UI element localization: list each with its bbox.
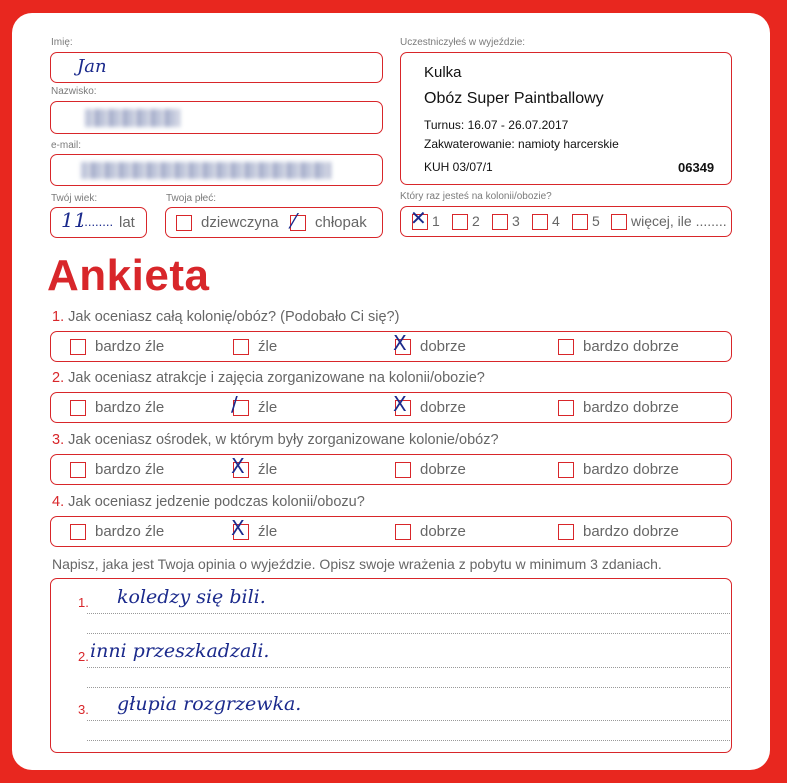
gender-label: Twoja płeć: [166,193,217,204]
answer-line [87,740,730,741]
q1-option-good[interactable]: X dobrze [393,331,466,356]
q2-option-bad[interactable]: / źle [231,392,278,417]
name-field[interactable] [50,52,383,83]
q2-option-good[interactable]: X dobrze [393,392,466,417]
x-mark: X [393,331,407,356]
age-unit: lat [119,214,135,231]
q4-option-very-good[interactable]: bardzo dobrze [558,523,679,540]
age-label: Twój wiek: [51,193,98,204]
gender-field [165,207,383,238]
redacted-email [81,162,331,179]
answer-1-text: koledzy się bili. [117,586,266,608]
answer-line [87,613,730,614]
camp-code: KUH 03/07/1 [424,160,493,174]
checkbox-girl[interactable] [176,215,192,231]
q3-option-bad[interactable]: X źle [231,454,278,479]
q2-option-very-bad[interactable]: bardzo źle [70,399,164,416]
age-field[interactable] [50,207,147,238]
rating-row-1 [50,331,732,362]
age-value: 11 [61,208,87,232]
slash-mark: / [231,392,238,417]
times-field [400,206,732,237]
name-value: Jan [77,56,107,77]
question-3: 3. Jak oceniasz ośrodek, w którym były zorganizowane kolonie/obóz? [52,432,499,448]
camp-turnus: Turnus: 16.07 - 26.07.2017 [424,118,569,132]
answer-3-number: 3. [78,702,89,717]
times-option-4[interactable]: 4 [532,213,560,230]
answer-1-number: 1. [78,595,89,610]
checkbox-boy[interactable] [290,209,306,234]
email-field[interactable] [50,154,383,186]
answer-3-text: głupia rozgrzewka. [117,693,302,715]
rating-row-2 [50,392,732,423]
times-label: Który raz jesteś na kolonii/obozie? [400,191,552,202]
answer-line [87,687,730,688]
gender-option-girl[interactable]: dziewczyna [176,214,279,231]
gender-option-boy[interactable]: ⁄ chłopak [292,209,367,234]
age-dots: .......... [77,214,114,229]
camp-name: Obóz Super Paintballowy [424,90,604,107]
q1-option-bad[interactable]: źle [233,338,277,355]
survey-sheet [12,13,770,770]
q3-option-good[interactable]: dobrze [395,461,466,478]
question-2: 2. Jak oceniasz atrakcje i zajęcia zorganizowane na kolonii/obozie? [52,370,485,386]
times-option-5[interactable]: 5 [572,213,600,230]
answer-line [87,633,730,634]
camp-org: Kulka [424,64,462,81]
answer-2-number: 2. [78,649,89,664]
redacted-surname [85,109,180,127]
q4-option-very-bad[interactable]: bardzo źle [70,523,164,540]
name-label: Imię: [51,37,73,48]
q4-option-bad[interactable]: X źle [231,516,278,541]
rating-row-3 [50,454,732,485]
q1-option-very-bad[interactable]: bardzo źle [70,338,164,355]
q2-option-very-good[interactable]: bardzo dobrze [558,399,679,416]
camp-accommodation: Zakwaterowanie: namioty harcerskie [424,137,619,151]
x-mark: X [231,516,245,541]
x-mark: X [393,392,407,417]
email-label: e-mail: [51,140,82,151]
answer-line [87,720,730,721]
surname-label: Nazwisko: [51,86,97,97]
opinion-prompt: Napisz, jaka jest Twoja opinia o wyjeździe. Opisz swoje wrażenia z pobytu w minimum 3 zdaniach. [52,556,662,572]
times-option-1[interactable]: ✕ 1 [410,206,440,231]
x-mark: X [231,454,245,479]
q1-option-very-good[interactable]: bardzo dobrze [558,338,679,355]
question-4: 4. Jak oceniasz jedzenie podczas kolonii/obozu? [52,494,365,510]
times-option-2[interactable]: 2 [452,213,480,230]
survey-title: Ankieta [47,251,210,300]
camp-label: Uczestniczyłeś w wyjeździe: [400,37,526,48]
q3-option-very-bad[interactable]: bardzo źle [70,461,164,478]
camp-info-box [400,52,732,185]
answer-line [87,667,730,668]
q4-option-good[interactable]: dobrze [395,523,466,540]
check-mark: ⁄ [292,209,296,234]
times-option-more[interactable]: więcej, ile ........ [611,213,727,230]
question-1: 1. Jak oceniasz całą kolonię/obóz? (Podobało Ci się?) [52,309,400,325]
q3-option-very-good[interactable]: bardzo dobrze [558,461,679,478]
camp-number: 06349 [678,160,715,175]
answer-2-text: inni przeszkadzali. [90,640,270,662]
times-option-3[interactable]: 3 [492,213,520,230]
surname-field[interactable] [50,101,383,134]
rating-row-4 [50,516,732,547]
x-mark: ✕ [410,206,427,231]
